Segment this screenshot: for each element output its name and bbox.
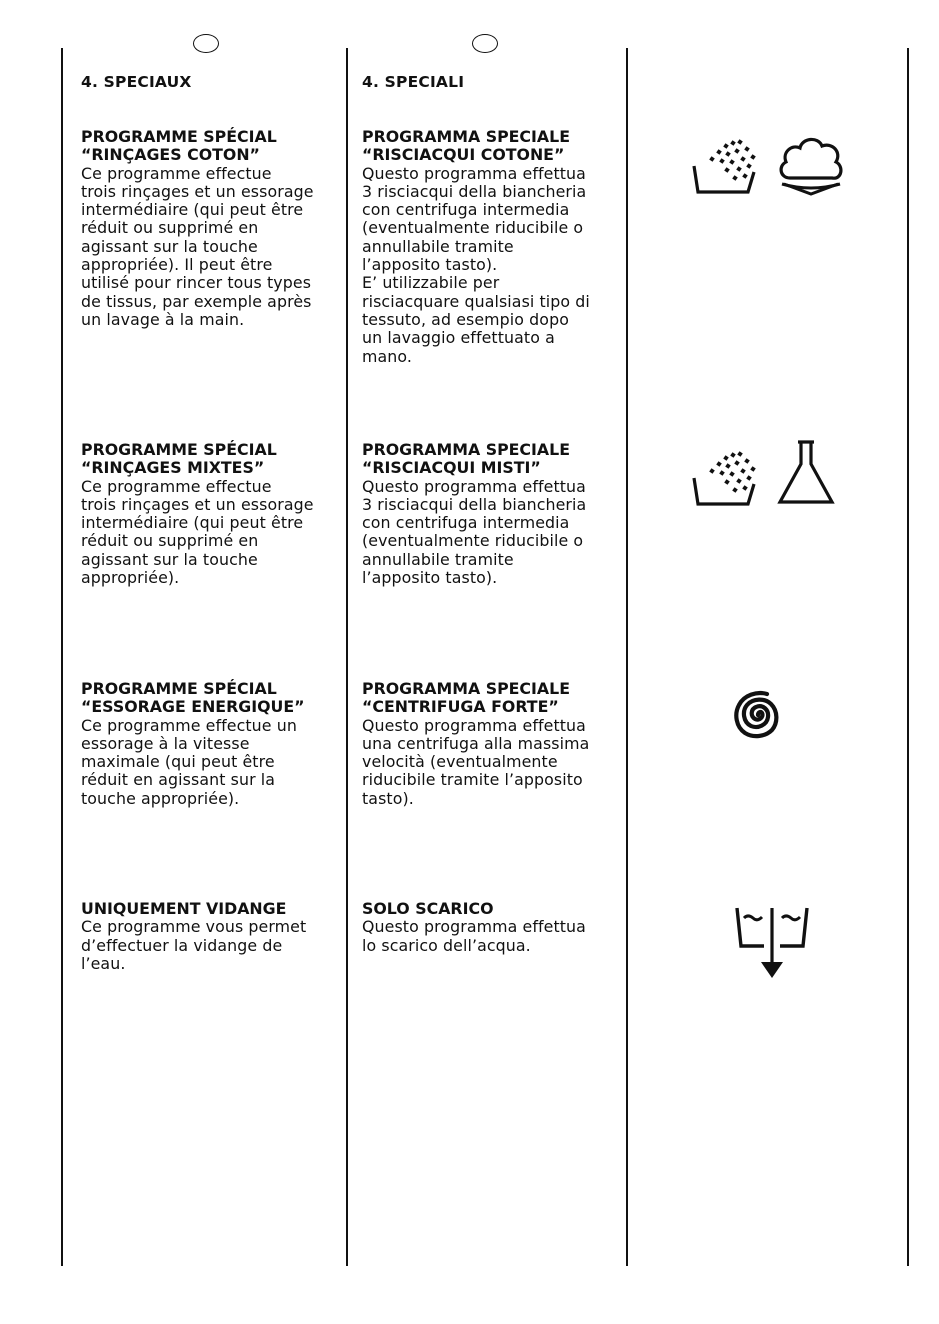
- column-rule-left: [61, 48, 63, 1266]
- program-block-fr-2: [81, 441, 333, 587]
- program-block-fr-3: [81, 680, 333, 808]
- language-marker-fr: [193, 34, 219, 53]
- program-title: SOLO SCARICO: [362, 899, 494, 918]
- section-heading-fr: 4. SPECIAUX: [81, 73, 192, 91]
- program-title: UNIQUEMENT VIDANGE: [81, 899, 287, 918]
- flask-icon: [776, 438, 836, 508]
- program-title: PROGRAMME SPÉCIAL “RINÇAGES COTON”: [81, 127, 277, 165]
- column-rule-right: [626, 48, 628, 1266]
- program-title: PROGRAMMA SPECIALE “RISCIACQUI MISTI”: [362, 440, 570, 478]
- program-title: PROGRAMMA SPECIALE “CENTRIFUGA FORTE”: [362, 679, 570, 717]
- program-description: Questo programma effettua lo scarico dell’acqua.: [362, 917, 586, 955]
- program-description: Ce programme effectue un essorage à la vitesse maximale (qui peut être réduit en agissant sur la touche appropriée).: [81, 715, 297, 808]
- program-title: PROGRAMMA SPECIALE “RISCIACQUI COTONE”: [362, 127, 570, 165]
- rinse-basin-icon: [690, 138, 766, 198]
- program-block-fr-4: [81, 900, 333, 973]
- program-block-it-3: [362, 680, 614, 808]
- program-description: Questo programma effettua una centrifuga alla massima velocità (eventualmente riducibile tramite l’apposito tasto).: [362, 715, 590, 808]
- rinse-basin-icon: [690, 450, 766, 510]
- column-rule-far-right: [907, 48, 909, 1266]
- program-block-fr-1: [81, 128, 333, 329]
- program-title: PROGRAMME SPÉCIAL “RINÇAGES MIXTES”: [81, 440, 277, 478]
- program-block-it-2: [362, 441, 614, 587]
- program-description: Ce programme effectue trois rinçages et un essorage intermédiaire (qui peut être réduit ou supprimé en agissant sur la touche appropriée). Il peut être utilisé pour rincer tous types de tissus, par exemple après un lavage à la main.: [81, 163, 314, 329]
- program-block-it-1: [362, 128, 614, 366]
- program-description: Questo programma effettua 3 risciacqui della biancheria con centrifuga intermedia (eventualmente riducibile o annullabile tramite l’apposito tasto).: [362, 476, 587, 588]
- spin-spiral-icon: [724, 680, 792, 748]
- column-rule-middle: [346, 48, 348, 1266]
- cotton-cloud-icon: [776, 134, 846, 198]
- program-description: Questo programma effettua 3 risciacqui della biancheria con centrifuga intermedia (eventualmente riducibile o annullabile tramite l’apposito tasto). E’ utilizzabile per risciacquare qualsiasi tipo di tessuto, ad esempio dopo un lavaggio effettuato a mano.: [362, 163, 590, 366]
- program-description: Ce programme vous permet d’effectuer la vidange de l’eau.: [81, 917, 307, 973]
- program-block-it-4: [362, 900, 614, 955]
- program-title: PROGRAMME SPÉCIAL “ESSORAGE ENERGIQUE”: [81, 679, 305, 717]
- section-heading-it: 4. SPECIALI: [362, 73, 465, 91]
- language-marker-it: [472, 34, 498, 53]
- drain-icon: [734, 902, 810, 982]
- program-description: Ce programme effectue trois rinçages et un essorage intermédiaire (qui peut être réduit ou supprimé en agissant sur la touche appropriée).: [81, 476, 314, 588]
